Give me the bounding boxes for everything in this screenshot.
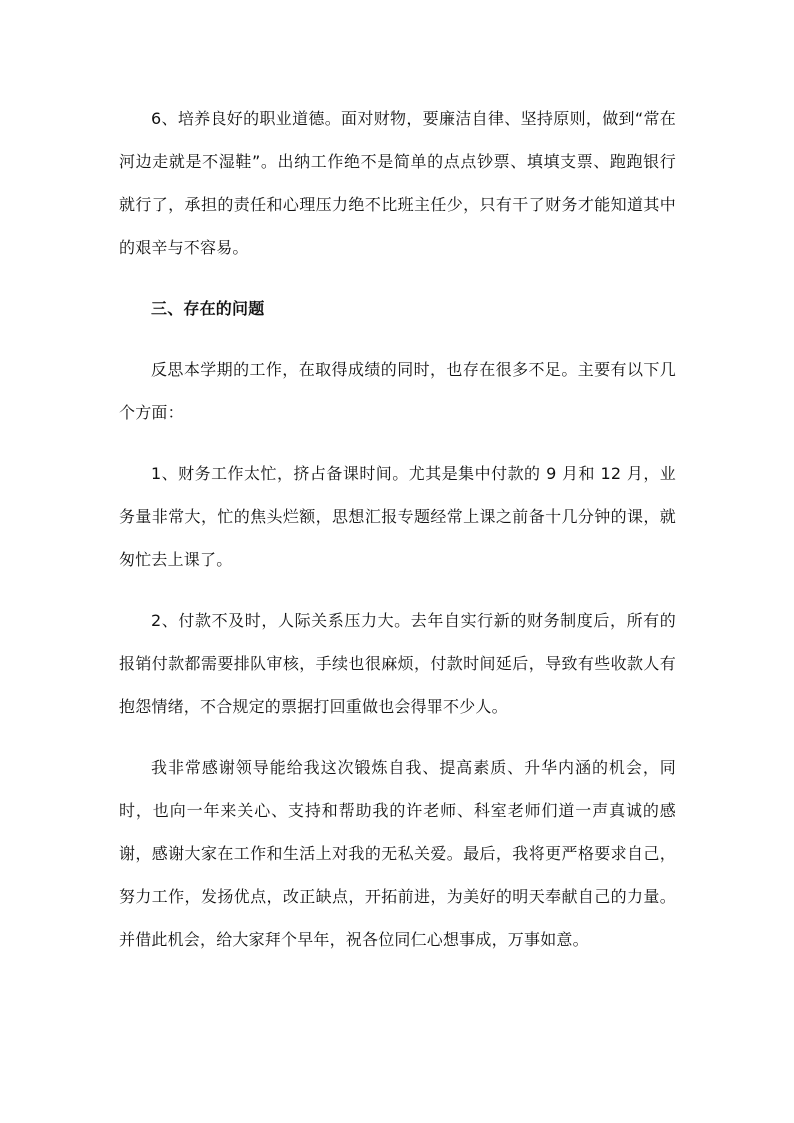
paragraph-problem-1: 1、财务工作太忙，挤占备课时间。尤其是集中付款的 9 月和 12 月，业务量非常大，忙的焦头烂额，思想汇报专题经常上课之前备十几分钟的课，就匆忙去上课了。 xyxy=(119,464,676,569)
paragraph-problem-2: 2、付款不及时，人际关系压力大。去年自实行新的财务制度后，所有的报销付款都需要排队审核，手续也很麻烦，付款时间延后，导致有些收款人有抱怨情绪，不合规定的票据打回重做也会得罪不少人。 xyxy=(119,611,676,716)
paragraph-reflection: 反思本学期的工作，在取得成绩的同时，也存在很多不足。主要有以下几个方面： xyxy=(119,360,676,422)
paragraph-thanks: 我非常感谢领导能给我这次锻炼自我、提高素质、升华内涵的机会，同时，也向一年来关心、支持和帮助我的许老师、科室老师们道一声真诚的感谢，感谢大家在工作和生活上对我的无私关爱。最后，我将更严格要求自己，努力工作，发扬优点，改正缺点，开拓前进，为美好的明天奉献自己的力量。并借此机会，给大家拜个早年，祝各位同仁心想事成，万事如意。 xyxy=(119,758,676,949)
paragraph-professional-ethics: 6、培养良好的职业道德。面对财物，要廉洁自律、坚持原则，做到“常在河边走就是不湿鞋”。出纳工作绝不是简单的点点钞票、填填支票、跑跑银行就行了，承担的责任和心理压力绝不比班主任少，只有干了财务才能知道其中的艰辛与不容易。 xyxy=(119,109,676,257)
document-body xyxy=(119,97,676,961)
section-heading-problems: 三、存在的问题 xyxy=(151,299,265,318)
